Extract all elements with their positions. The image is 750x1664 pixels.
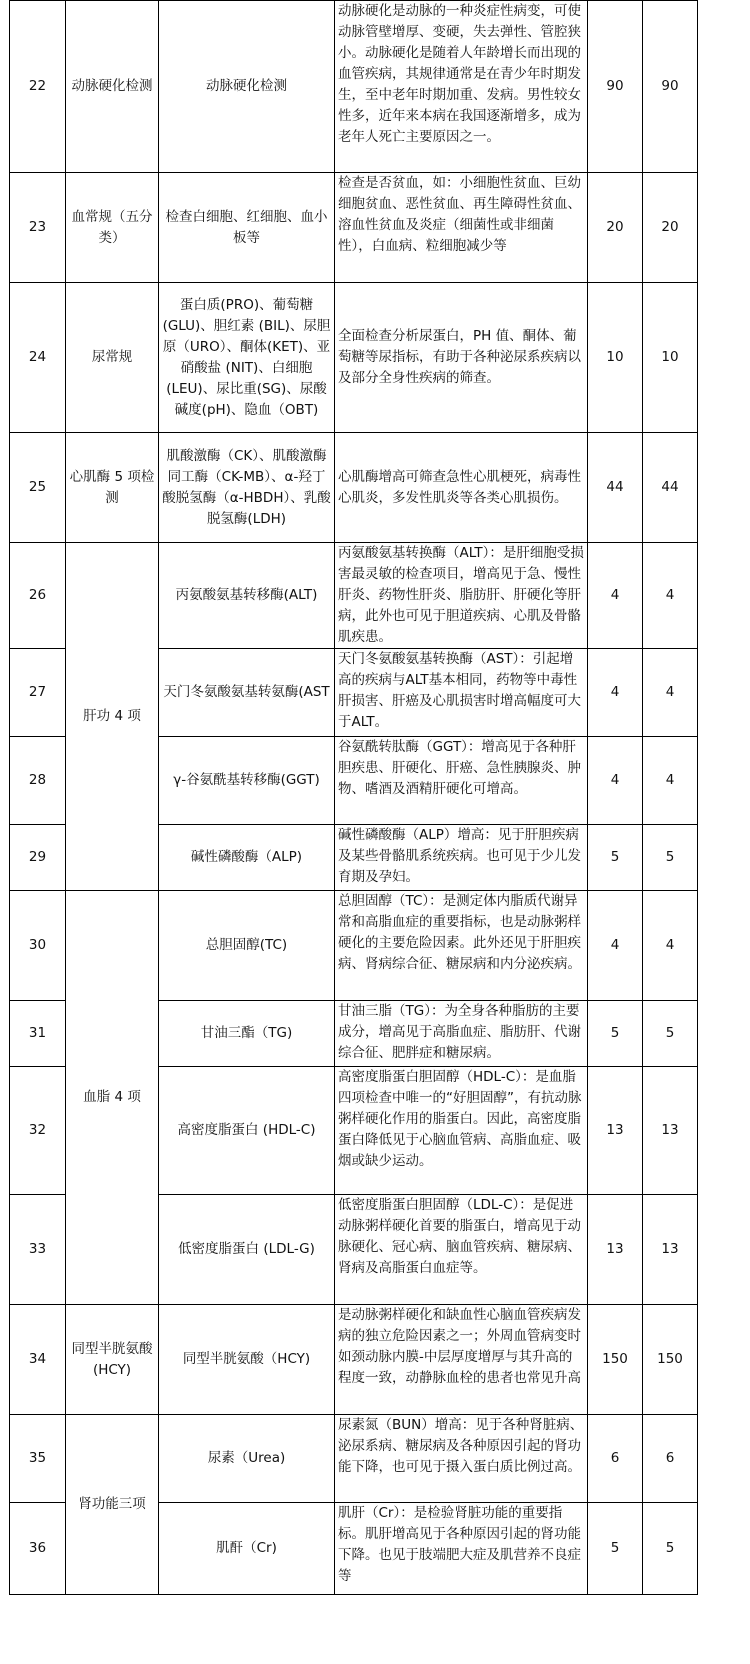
price-cell: 4 (643, 649, 698, 737)
row-number: 35 (10, 1415, 66, 1503)
price-cell: 5 (588, 1001, 643, 1067)
price-cell: 5 (643, 1503, 698, 1595)
row-number: 24 (10, 283, 66, 433)
item-cell: 肌酸激酶（CK）、肌酸激酶同工酶（CK-MB）、α-羟丁酸脱氢酶（α-HBDH）、乳酸脱氢酶(LDH) (159, 433, 335, 543)
category-cell: 心肌酶 5 项检测 (66, 433, 159, 543)
price-cell: 44 (643, 433, 698, 543)
description-cell: 碱性磷酸酶（ALP）增高：见于肝胆疾病及某些骨骼肌系统疾病。也可见于少儿发育期及孕妇。 (335, 825, 588, 891)
price-cell: 13 (588, 1067, 643, 1195)
table-row (10, 173, 698, 283)
item-cell: γ-谷氨酰基转移酶(GGT) (159, 737, 335, 825)
price-cell: 4 (588, 891, 643, 1001)
row-number: 26 (10, 543, 66, 649)
price-cell: 150 (643, 1305, 698, 1415)
item-cell: 甘油三酯（TG) (159, 1001, 335, 1067)
description-cell: 低密度脂蛋白胆固醇（LDL-C）：是促进动脉粥样硬化首要的脂蛋白，增高见于动脉硬化、冠心病、脑血管疾病、糖尿病、肾病及高脂蛋白血症等。 (335, 1195, 588, 1305)
row-number: 30 (10, 891, 66, 1001)
price-cell: 4 (643, 737, 698, 825)
category-cell: 肾功能三项 (66, 1415, 159, 1595)
price-cell: 4 (588, 543, 643, 649)
price-cell: 5 (588, 1503, 643, 1595)
item-cell: 丙氨酸氨基转移酶(ALT) (159, 543, 335, 649)
price-cell: 6 (588, 1415, 643, 1503)
price-cell: 4 (588, 649, 643, 737)
table-row (10, 1305, 698, 1415)
item-cell: 肌酐（Cr) (159, 1503, 335, 1595)
description-cell: 天门冬氨酸氨基转换酶（AST）：引起增高的疾病与ALT基本相同，药物等中毒性肝损害、肝癌及心肌损害时增高幅度可大于ALT。 (335, 649, 588, 737)
item-cell: 检查白细胞、红细胞、血小板等 (159, 173, 335, 283)
price-cell: 10 (643, 283, 698, 433)
description-cell: 高密度脂蛋白胆固醇（HDL-C）：是血脂四项检查中唯一的“好胆固醇”，有抗动脉粥样硬化作用的脂蛋白。因此，高密度脂蛋白降低见于心脑血管病、高脂血症、吸烟或缺少运动。 (335, 1067, 588, 1195)
exam-items-table (9, 0, 698, 1595)
description-cell: 动脉硬化是动脉的一种炎症性病变，可使动脉管壁增厚、变硬，失去弹性、管腔狭小。动脉硬化是随着人年龄增长而出现的血管疾病，其规律通常是在青少年时期发生，至中老年时期加重、发病。男性较女性多，近年来本病在我国逐渐增多，成为老年人死亡主要原因之一。 (335, 1, 588, 173)
description-cell: 尿素氮（BUN）增高：见于各种肾脏病、泌尿系病、糖尿病及各种原因引起的肾功能下降，也可见于摄入蛋白质比例过高。 (335, 1415, 588, 1503)
description-cell: 肌肝（Cr）：是检验肾脏功能的重要指标。肌肝增高见于各种原因引起的肾功能下降。也见于肢端肥大症及肌营养不良症等 (335, 1503, 588, 1595)
item-cell: 碱性磷酸酶（ALP) (159, 825, 335, 891)
item-cell: 尿素（Urea) (159, 1415, 335, 1503)
price-cell: 44 (588, 433, 643, 543)
table-row (10, 543, 698, 649)
row-number: 28 (10, 737, 66, 825)
price-cell: 6 (643, 1415, 698, 1503)
category-cell: 血常规（五分类） (66, 173, 159, 283)
description-cell: 全面检查分析尿蛋白，PH 值、酮体、葡萄糖等尿指标，有助于各种泌尿系疾病以及部分全身性疾病的筛查。 (335, 283, 588, 433)
price-cell: 13 (643, 1195, 698, 1305)
category-cell: 肝功 4 项 (66, 543, 159, 891)
item-cell: 同型半胱氨酸（HCY) (159, 1305, 335, 1415)
price-cell: 4 (643, 543, 698, 649)
price-cell: 20 (588, 173, 643, 283)
row-number: 36 (10, 1503, 66, 1595)
price-cell: 4 (588, 737, 643, 825)
price-cell: 13 (588, 1195, 643, 1305)
table-row (10, 1415, 698, 1503)
exam-items-table-wrapper (9, 0, 697, 1595)
description-cell: 甘油三脂（TG）：为全身各种脂肪的主要成分，增高见于高脂血症、脂肪肝、代谢综合征、肥胖症和糖尿病。 (335, 1001, 588, 1067)
price-cell: 4 (643, 891, 698, 1001)
description-cell: 谷氨酰转肽酶（GGT）：增高见于各种肝胆疾患、肝硬化、肝癌、急性胰腺炎、肿物、嗜酒及酒精肝硬化可增高。 (335, 737, 588, 825)
category-cell: 尿常规 (66, 283, 159, 433)
price-cell: 13 (643, 1067, 698, 1195)
item-cell: 总胆固醇(TC) (159, 891, 335, 1001)
table-row (10, 891, 698, 1001)
description-cell: 检查是否贫血，如：小细胞性贫血、巨幼细胞贫血、恶性贫血、再生障碍性贫血、溶血性贫血及炎症（细菌性或非细菌性），白血病、粒细胞减少等 (335, 173, 588, 283)
table-row (10, 1, 698, 173)
item-cell: 蛋白质(PRO)、葡萄糖(GLU)、胆红素 (BIL)、尿胆原（URO）、酮体(KET)、亚硝酸盐 (NIT)、白细胞 (LEU)、尿比重(SG)、尿酸碱度(pH)、隐血（OBT) (159, 283, 335, 433)
description-cell: 总胆固醇（TC）：是测定体内脂质代谢异常和高脂血症的重要指标，也是动脉粥样硬化的主要危险因素。此外还见于肝胆疾病、肾病综合征、糖尿病和内分泌疾病。 (335, 891, 588, 1001)
category-cell: 血脂 4 项 (66, 891, 159, 1305)
table-row (10, 283, 698, 433)
row-number: 23 (10, 173, 66, 283)
price-cell: 5 (588, 825, 643, 891)
row-number: 22 (10, 1, 66, 173)
row-number: 33 (10, 1195, 66, 1305)
row-number: 32 (10, 1067, 66, 1195)
row-number: 29 (10, 825, 66, 891)
item-cell: 高密度脂蛋白 (HDL-C) (159, 1067, 335, 1195)
price-cell: 90 (588, 1, 643, 173)
row-number: 27 (10, 649, 66, 737)
price-cell: 10 (588, 283, 643, 433)
table-row (10, 433, 698, 543)
price-cell: 150 (588, 1305, 643, 1415)
price-cell: 5 (643, 825, 698, 891)
price-cell: 20 (643, 173, 698, 283)
description-cell: 心肌酶增高可筛查急性心肌梗死，病毒性心肌炎，多发性肌炎等各类心肌损伤。 (335, 433, 588, 543)
row-number: 25 (10, 433, 66, 543)
category-cell: 动脉硬化检测 (66, 1, 159, 173)
item-cell: 低密度脂蛋白 (LDL-G) (159, 1195, 335, 1305)
item-cell: 动脉硬化检测 (159, 1, 335, 173)
description-cell: 丙氨酸氨基转换酶（ALT）：是肝细胞受损害最灵敏的检查项目，增高见于急、慢性肝炎、药物性肝炎、脂肪肝、肝硬化等肝病，此外也可见于胆道疾病、心肌及骨骼肌疾患。 (335, 543, 588, 649)
description-cell: 是动脉粥样硬化和缺血性心脑血管疾病发病的独立危险因素之一；外周血管病变时如颈动脉内膜-中层厚度增厚与其升高的程度一致，动静脉血栓的患者也常见升高 (335, 1305, 588, 1415)
category-cell: 同型半胱氨酸(HCY) (66, 1305, 159, 1415)
price-cell: 5 (643, 1001, 698, 1067)
row-number: 34 (10, 1305, 66, 1415)
item-cell: 天门冬氨酸氨基转氨酶(AST (159, 649, 335, 737)
price-cell: 90 (643, 1, 698, 173)
row-number: 31 (10, 1001, 66, 1067)
